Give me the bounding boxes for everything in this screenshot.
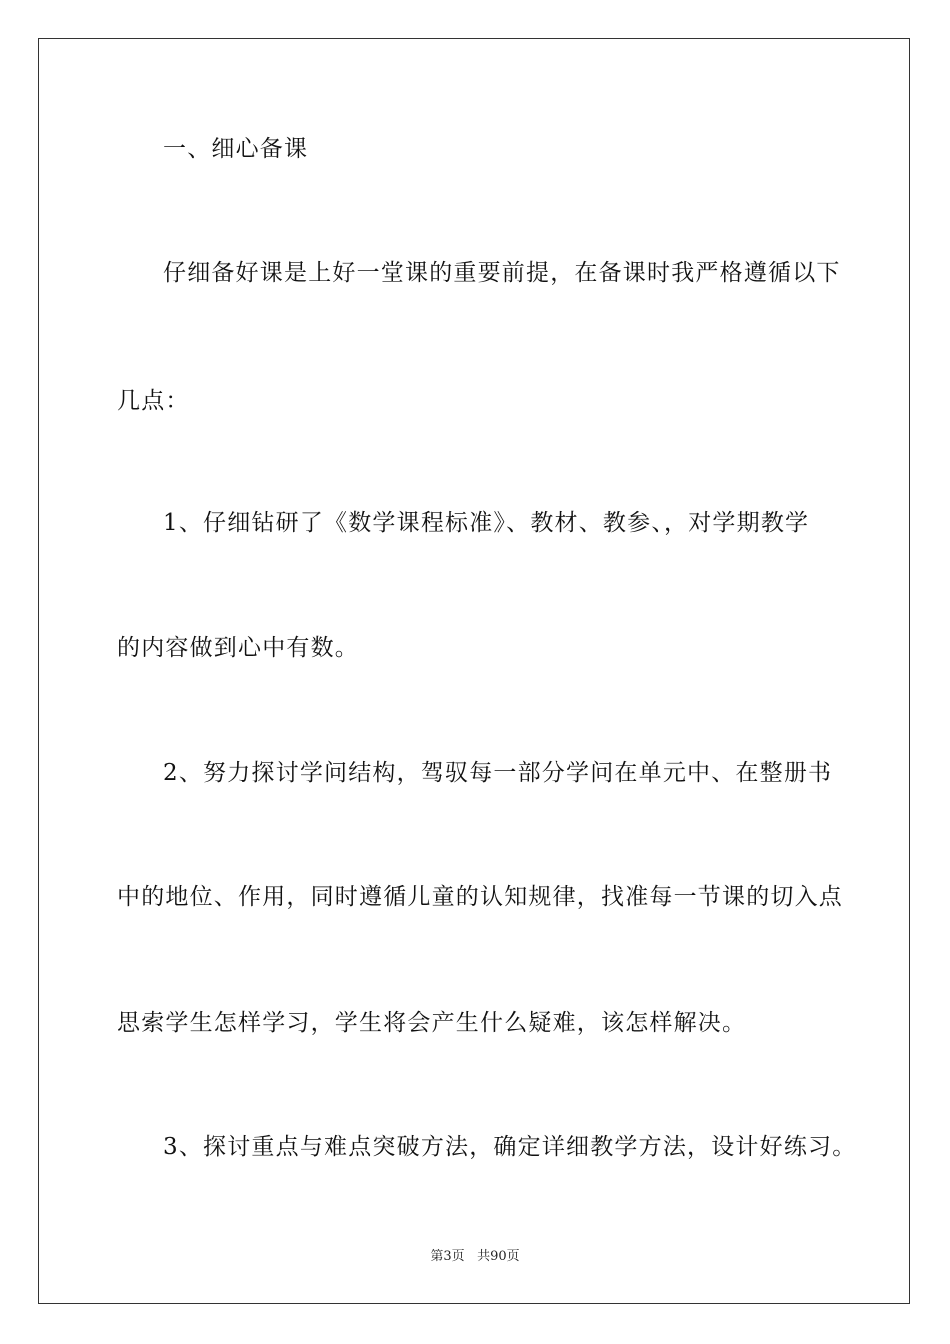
page-footer (0, 1249, 950, 1265)
page-border (38, 38, 910, 1304)
list-item-line: 的内容做到心中有数。 (117, 635, 359, 661)
paragraph-line: 仔细备好课是上好一堂课的重要前提，在备课时我严格遵循以下 (163, 260, 841, 286)
list-item-line: 1、仔细钻研了《数学课程标准》、教材、教参、，对学期教学 (163, 510, 810, 536)
list-item-line: 3、探讨重点与难点突破方法，确定详细教学方法，设计好练习。 (163, 1134, 857, 1160)
page-number: 第3页 (430, 1249, 465, 1264)
list-item-line: 2、努力探讨学问结构，驾驭每一部分学问在单元中、在整册书 (163, 760, 833, 786)
section-heading: 一、细心备课 (163, 136, 309, 162)
paragraph-line: 几点： (117, 388, 190, 414)
page-total: 共90页 (477, 1249, 520, 1264)
list-item-line: 思索学生怎样学习，学生将会产生什么疑难，该怎样解决。 (117, 1010, 747, 1036)
list-item-line: 中的地位、作用，同时遵循儿童的认知规律，找准每一节课的切入点 (117, 884, 843, 910)
